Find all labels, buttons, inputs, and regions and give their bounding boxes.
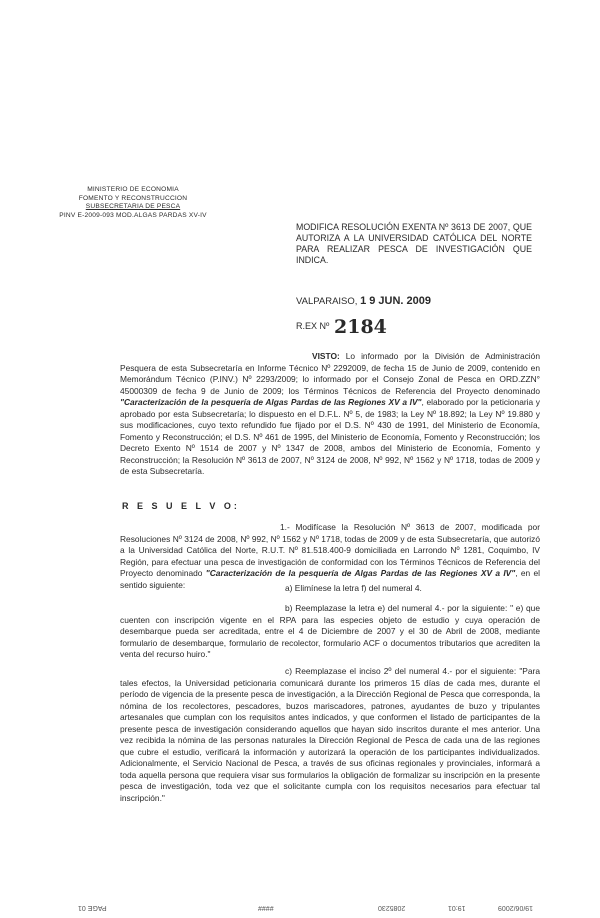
visto-paragraph — [120, 351, 540, 478]
ministry-name: MINISTERIO DE ECONOMIA — [87, 186, 179, 193]
ministry-subname: FOMENTO Y RECONSTRUCCION — [78, 194, 188, 202]
item-b-lead: b) Reemplazase la letra e) del numeral 4.- por la siguiente: — [285, 603, 508, 613]
item-b-paragraph — [120, 603, 540, 661]
item-b-body: " e) que cuenten con inscripción vigente en el RPA para las especies objeto de estudio y cuya operación de desembarque pueda ser acreditada, entre el 4 de Diciembre de 2007 y el 30 de Abril de 2008, mediante formulario de desembarque, formulario de recolector, formulario ACF o documentos tributarios que acrediten la venta del recurso huiro." — [120, 603, 540, 659]
item-a: a) Elimínese la letra f) del numeral 4. — [285, 583, 422, 593]
visto-project-name: "Caracterización de la pesquería de Algas Pardas de las Regiones XV a IV" — [120, 397, 422, 407]
visto-label: VISTO: — [312, 351, 340, 361]
place: VALPARAISO, — [296, 296, 358, 307]
item-1-project-name: "Caracterización de la pesquería de Algas Pardas de las Regiones XV a IV" — [205, 568, 516, 578]
visto-text-2: , elaborado por la peticionaria y aprobado por esta Subsecretaría; lo dispuesto en el D.F.L. Nº 5, de 1983; la Ley Nº 18.892; la Ley Nº 19.880 y sus modificaciones, cuyo texto refundido fue fijado por el D.S. Nº 430 de 1991, del Ministerio de Economía, Fomento y Reconstrucción; el D.S. Nº 461 de 1995, del Ministerio de Economía, Fomento y Reconstrucción; los Decreto Exento Nº 1514 de 2007 y Nº 1347 de 2008, ambos del Ministerio de Economía, Fomento y Reconstrucción; la Resolución Nº 3613 de 2007, Nº 3124 de 2008, Nº 992, Nº 1562 y Nº 1718, todas de 2009 y de esta Subsecretaría. — [120, 397, 540, 476]
item-1-paragraph — [120, 522, 540, 591]
place-date — [296, 295, 431, 307]
rex-number: 2184 — [334, 316, 387, 338]
item-c-body: "Para tales efectos, la Universidad peticionaria comunicará durante los primeros 15 días de cada mes, durante el período de vigencia de la presente pesca de investigación, a la Dirección Regional de Pesca que corresponda, la nómina de los recolectores, pescadores, buzos mariscadores, patrones, ayudantes de buzo y tripulantes artesanales que cumplan con los requisitos antes indicados, y que conformen el listado de participantes de la presente pesca de investigación considerando aquellos que hayan sido inscritos durante el mes anterior. Una vez recibida la nómina de las personas naturales la Dirección Regional de Pesca de cada una de las regiones que cubre el estudio, verificará la información y autorizará la operación de los participantes individualizados. Adicionalmente, el Servicio Nacional de Pesca, a través de sus oficinas regionales y provinciales, informará a toda aquella persona que requiera visar sus formularios la obligación de formalizar su inscripción en la presente pesca de investigación, toda vez que el solicitante cumpla con los requisitos necesarios para efectuar tal inscripción." — [120, 666, 541, 803]
date-stamp: 1 9 JUN. 2009 — [360, 295, 431, 307]
visto-text-1: Lo informado por la División de Administración Pesquera de esta Subsecretaría en Informe Técnico Nº 2292009, de fecha 15 de Junio de 2009, contenido en Memorándum Técnico (P.INV.) Nº 2293/2009; lo informado por el Consejo Zonal de Pesca en ORD.ZZN° 45000309 de fecha 9 de Junio de 2009; los Términos Técnicos de Referencia del Proyecto denominado — [120, 351, 540, 396]
fax-date: 19/06/2009 — [498, 904, 534, 911]
resolution-number — [296, 316, 387, 338]
item-c-paragraph — [120, 666, 540, 804]
item-c-lead: c) Reemplazase el inciso 2º del numeral 4.- por el siguiente: — [285, 666, 517, 676]
item-1-text-2: , en el sentido siguiente: — [120, 568, 540, 590]
rex-label: R.EX Nº — [296, 321, 330, 331]
ministry-header — [58, 186, 208, 220]
document-title: MODIFICA RESOLUCIÓN EXENTA Nº 3613 DE 2007, QUE AUTORIZA A LA UNIVERSIDAD CATÓLICA DEL NORTE PARA REALIZAR PESCA DE INVESTIGACIÓN QUE INDICA. — [296, 222, 532, 265]
fax-page: PAGE 01 — [78, 904, 107, 911]
fax-number: 2085230 — [378, 904, 406, 911]
subsecretaria-name: SUBSECRETARIA DE PESCA — [85, 203, 181, 211]
fax-time: 19:01 — [448, 904, 466, 911]
resuelvo-heading: R E S U E L V O: — [122, 501, 240, 511]
fax-footer — [0, 904, 600, 918]
file-reference: PINV E-2009-093 MOD.ALGAS PARDAS XV-IV — [59, 211, 207, 219]
item-1-text-1: 1.- Modifícase la Resolución Nº 3613 de 2007, modificada por Resoluciones Nº 3124 de 2008, Nº 992, Nº 1562 y Nº 1718, todas de 2009 y de esta Subsecretaría, que autorizó a la Universidad Católica del Norte, R.U.T. Nº 81.518.400-9 domiciliada en Larrondo Nº 1281, Coquimbo, IV Región, para efectuar una pesca de investigación de conformidad con los Términos Técnicos de Referencia del Proyecto denominado — [120, 522, 540, 578]
fax-hash: #### — [258, 904, 274, 911]
